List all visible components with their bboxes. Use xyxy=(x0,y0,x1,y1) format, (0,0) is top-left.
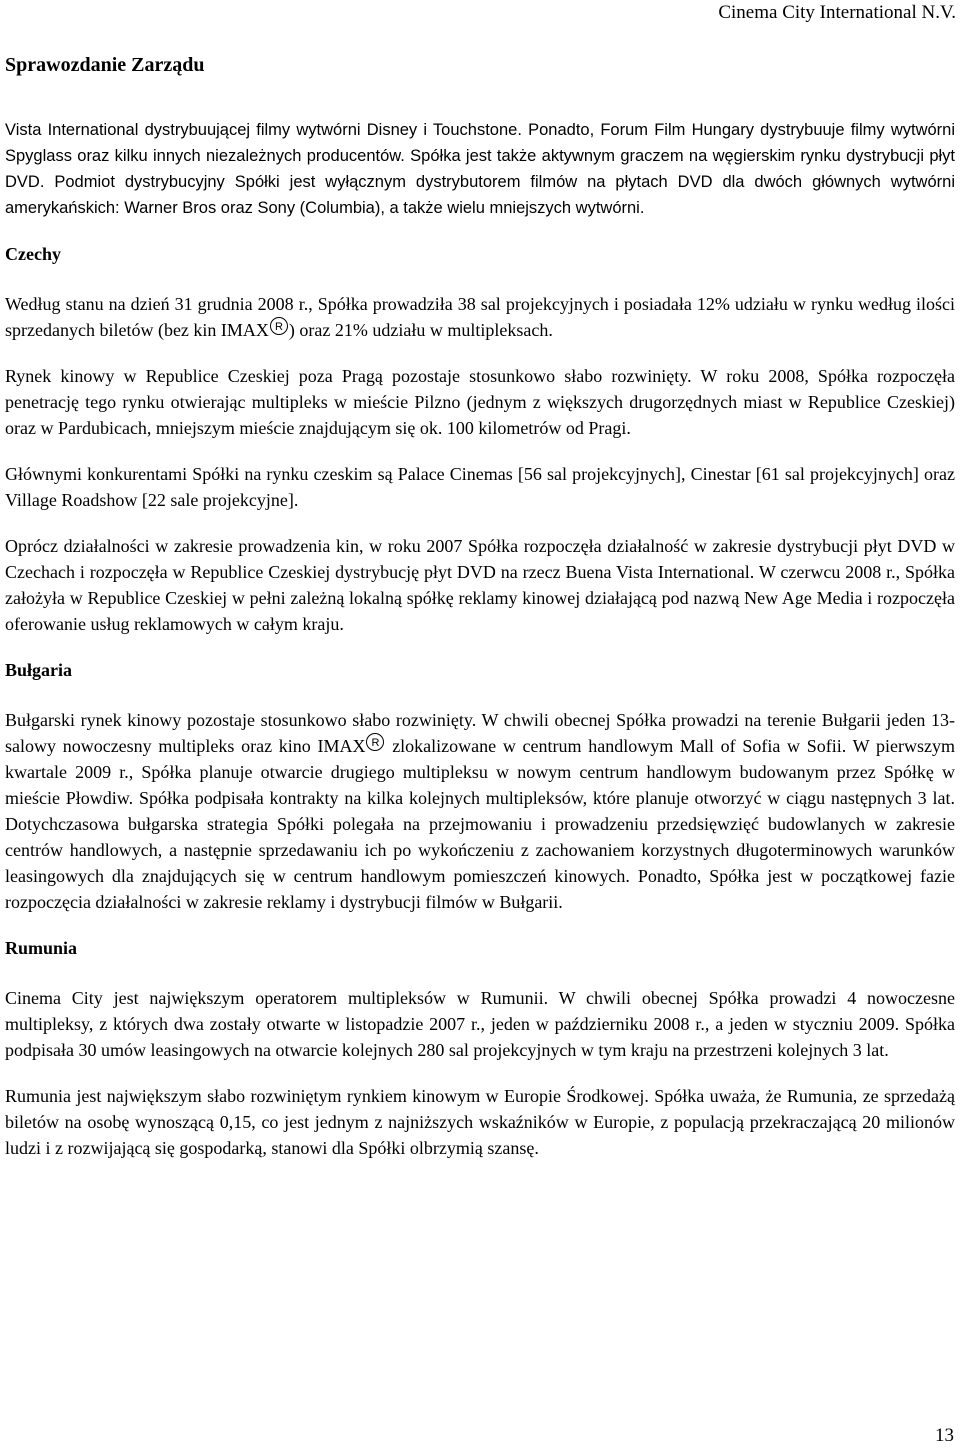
bulgaria-paragraph-1 xyxy=(5,707,955,915)
czechy-paragraph-3: Głównymi konkurentami Spółki na rynku czeskim są Palace Cinemas [56 sal projekcyjnych], Cinestar [61 sal projekcyjnych] oraz Village Roadshow [22 sale projekcyjne]. xyxy=(5,464,955,510)
section-heading-bulgaria: Bułgaria xyxy=(5,660,73,680)
rumunia-paragraph-1: Cinema City jest największym operatorem multipleksów w Rumunii. W chwili obecnej Spółka prowadzi 4 nowoczesne multipleksy, z których dwa zostały otwarte w listopadzie 2007 r., jeden w październiku 2008 r., a jeden w styczniu 2009. Spółka podpisała 30 umów leasingowych na otwarcie kolejnych 280 sal projekcyjnych w tym kraju na przestrzeni kolejnych 3 lat. xyxy=(5,988,955,1060)
bulgaria-p1-text-b: zlokalizowane w centrum handlowym Mall of Sofia w Sofii. W pierwszym kwartale 2009 r., Spółka planuje otwarcie drugiego multipleksu w nowym centrum handlowym budowanym przez Spółkę w mieście Płowdiw. Spółka podpisała kontrakty na kilka kolejnych multipleksów, które planuje otworzyć w ciągu następnych 3 lat. Dotychczasowa bułgarska strategia Spółki polegała na przejmowaniu i prowadzeniu przedsięwzięć budowlanych w zakresie centrów handlowych, a następnie sprzedawaniu ich po wykończeniu z zachowaniem korzystnych długoterminowych warunków leasingowych dla znajdujących się w centrum handlowym pomieszczeń kinowych. Ponadto, Spółka jest w początkowej fazie rozpoczęcia działalności w zakresie reklamy i dystrybucji filmów w Bułgarii. xyxy=(5,736,955,912)
czechy-p1-text-a: Według stanu na dzień 31 grudnia 2008 r., Spółka prowadziła 38 sal projekcyjnych i posiadała 12% udziału w rynku według ilości sprzedanych biletów (bez kin IMAX xyxy=(5,294,955,340)
czechy-paragraph-1 xyxy=(5,291,955,343)
rumunia-paragraph-2: Rumunia jest największym słabo rozwiniętym rynkiem kinowym w Europie Środkowej. Spółka uważa, że Rumunia, ze sprzedażą biletów na osobę wynoszącą 0,15, co jest jednym z najniższych wskaźników w Europie, z populacją przekraczającą 20 milionów ludzi i z rozwijającą się gospodarką, stanowi dla Spółki olbrzymią szansę. xyxy=(5,1086,955,1158)
intro-paragraph: Vista International dystrybuującej filmy wytwórni Disney i Touchstone. Ponadto, Forum Film Hungary dystrybuuje filmy wytwórni Spyglass oraz kilku innych niezależnych producentów. Spółka jest także aktywnym graczem na węgierskim rynku dystrybucji płyt DVD. Podmiot dystrybucyjny Spółki jest wyłącznym dystrybutorem filmów na płytach DVD dla dwóch głównych wytwórni amerykańskich: Warner Bros oraz Sony (Columbia), a także wielu mniejszych wytwórni. xyxy=(5,121,955,217)
czechy-paragraph-4: Oprócz działalności w zakresie prowadzenia kin, w roku 2007 Spółka rozpoczęła działalność w zakresie dystrybucji płyt DVD w Czechach i rozpoczęła w Republice Czeskiej dystrybucję płyt DVD na rzecz Buena Vista International. W czerwcu 2008 r., Spółka założyła w Republice Czeskiej w pełni zależną lokalną spółkę reklamy kinowej działającą pod nazwą New Age Media i rozpoczęła oferowanie usług reklamowych w całym kraju. xyxy=(5,536,955,634)
section-heading-rumunia: Rumunia xyxy=(5,938,78,958)
registered-trademark-icon: R xyxy=(366,733,384,751)
bulgaria-p1-text-a: Bułgarski rynek kinowy pozostaje stosunkowo słabo rozwinięty. W chwili obecnej Spółka prowadzi na terenie Bułgarii jeden 13-salowy nowoczesny multipleks oraz kino IMAX xyxy=(5,710,955,756)
company-name: Cinema City International N.V. xyxy=(718,2,956,23)
document-body xyxy=(5,117,955,1161)
registered-trademark-icon: R xyxy=(270,317,288,335)
czechy-p1-text-b: ) oraz 21% udziału w multipleksach. xyxy=(288,320,553,340)
report-title: Sprawozdanie Zarządu xyxy=(5,54,205,76)
section-heading-czechy: Czechy xyxy=(5,244,61,264)
page-number: 13 xyxy=(935,1425,954,1446)
czechy-paragraph-2: Rynek kinowy w Republice Czeskiej poza Pragą pozostaje stosunkowo słabo rozwinięty. W roku 2008, Spółka rozpoczęła penetrację tego rynku otwierając multipleks w mieście Pilzno (jednym z większych drugorzędnych miast w Republice Czeskiej) oraz w Pardubicach, mniejszym mieście znajdującym się ok. 100 kilometrów od Pragi. xyxy=(5,366,955,438)
